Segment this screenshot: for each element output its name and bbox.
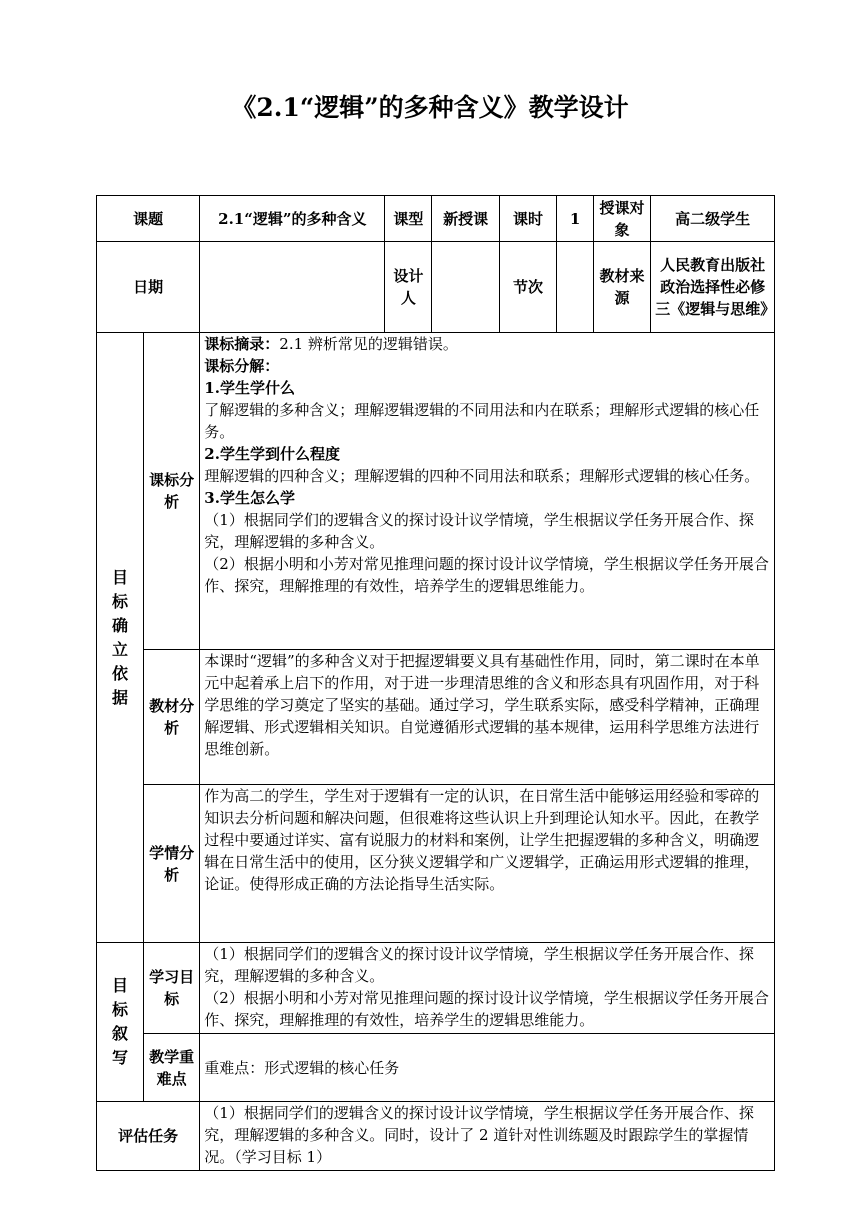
standard-content (200, 333, 775, 650)
section-value (557, 242, 594, 333)
topic-value: 2.1“逻辑”的多种含义 (200, 196, 385, 242)
answer-3-2: （2）根据小明和小芳对常见推理问题的探讨设计议学情境，学生根据议学任务开展合作、探究，理解推理的有效性，培养学生的逻辑思维能力。 (204, 555, 769, 595)
topic-label: 课题 (97, 196, 200, 242)
lesson-plan-table (96, 195, 775, 1171)
source-label: 教材来源 (593, 242, 650, 333)
material-row (97, 650, 775, 785)
audience-value: 高二级学生 (651, 196, 775, 242)
learning-goal-2: （2）根据小明和小芳对常见推理问题的探讨设计议学情境，学生根据议学任务开展合作、探究，理解推理的有效性，培养学生的逻辑思维能力。 (204, 989, 769, 1029)
key-points-label: 教学重难点 (144, 1034, 200, 1102)
source-value: 人民教育出版社政治选择性必修三《逻辑与思维》 (651, 242, 775, 333)
answer-1: 了解逻辑的多种含义；理解逻辑逻辑的不同用法和内在联系；理解形式逻辑的核心任务。 (204, 401, 760, 441)
students-row (97, 785, 775, 943)
decomp-label: 课标分解： (204, 357, 280, 375)
learning-goal-1: （1）根据同学们的逻辑含义的探讨设计议学情境，学生根据议学任务开展合作、探究，理解逻辑的多种含义。 (204, 945, 754, 985)
question-2: 2.学生学到什么程度 (204, 445, 340, 463)
date-label: 日期 (97, 242, 200, 333)
excerpt-label: 课标摘录： (204, 335, 280, 353)
period-label: 课时 (499, 196, 556, 242)
basis-side-label: 目标确立依据 (97, 333, 144, 943)
answer-3-1: （1）根据同学们的逻辑含义的探讨设计议学情境，学生根据议学任务开展合作、探究，理解逻辑的多种含义。 (204, 511, 754, 551)
learning-goals-label: 学习目标 (144, 943, 200, 1034)
type-label: 课型 (385, 196, 432, 242)
question-3: 3.学生怎么学 (204, 489, 295, 507)
key-points-text: 重难点：形式逻辑的核心任务 (200, 1034, 775, 1102)
learning-goals-content (200, 943, 775, 1034)
excerpt-text: 2.1 辨析常见的逻辑错误。 (279, 335, 458, 353)
standard-label: 课标分析 (144, 333, 200, 650)
type-value: 新授课 (432, 196, 499, 242)
learning-goals-row (97, 943, 775, 1034)
material-label: 教材分析 (144, 650, 200, 785)
date-value (200, 242, 385, 333)
goals-side-label: 目标叙写 (97, 943, 144, 1102)
header-row-1 (97, 196, 775, 242)
standard-row (97, 333, 775, 650)
audience-label: 授课对象 (593, 196, 650, 242)
assessment-text: （1）根据同学们的逻辑含义的探讨设计议学情境，学生根据议学任务开展合作、探究，理解逻辑的多种含义。同时，设计了 2 道针对性训练题及时跟踪学生的掌握情况。（学习目标 1） (200, 1102, 775, 1171)
header-row-2 (97, 242, 775, 333)
material-text: 本课时“逻辑”的多种含义对于把握逻辑要义具有基础性作用，同时，第二课时在本单元中起着承上启下的作用，对于进一步理清思维的含义和形态具有巩固作用，对于科学思维的学习奠定了坚实的基础。通过学习，学生联系实际，感受科学精神，正确理解逻辑、形式逻辑相关知识。自觉遵循形式逻辑的基本规律，运用科学思维方法进行思维创新。 (200, 650, 775, 785)
designer-value (432, 242, 499, 333)
key-points-row (97, 1034, 775, 1102)
designer-label: 设计人 (385, 242, 432, 333)
assessment-row (97, 1102, 775, 1171)
students-label: 学情分析 (144, 785, 200, 943)
section-label: 节次 (499, 242, 556, 333)
assessment-label: 评估任务 (97, 1102, 200, 1171)
question-1: 1.学生学什么 (204, 379, 295, 397)
document-title: 《2.1“逻辑”的多种含义》教学设计 (231, 93, 629, 122)
period-value: 1 (557, 196, 594, 242)
students-text: 作为高二的学生，学生对于逻辑有一定的认识，在日常生活中能够运用经验和零碎的知识去分析问题和解决问题，但很难将这些认识上升到理论认知水平。因此，在教学过程中要通过详实、富有说服力的材料和案例，让学生把握逻辑的多种含义，明确逻辑在日常生活中的使用，区分狭义逻辑学和广义逻辑学，正确运用形式逻辑的推理，论证。使得形成正确的方法论指导生活实际。 (200, 785, 775, 943)
answer-2: 理解逻辑的四种含义；理解逻辑的四种不同用法和联系；理解形式逻辑的核心任务。 (204, 467, 760, 485)
